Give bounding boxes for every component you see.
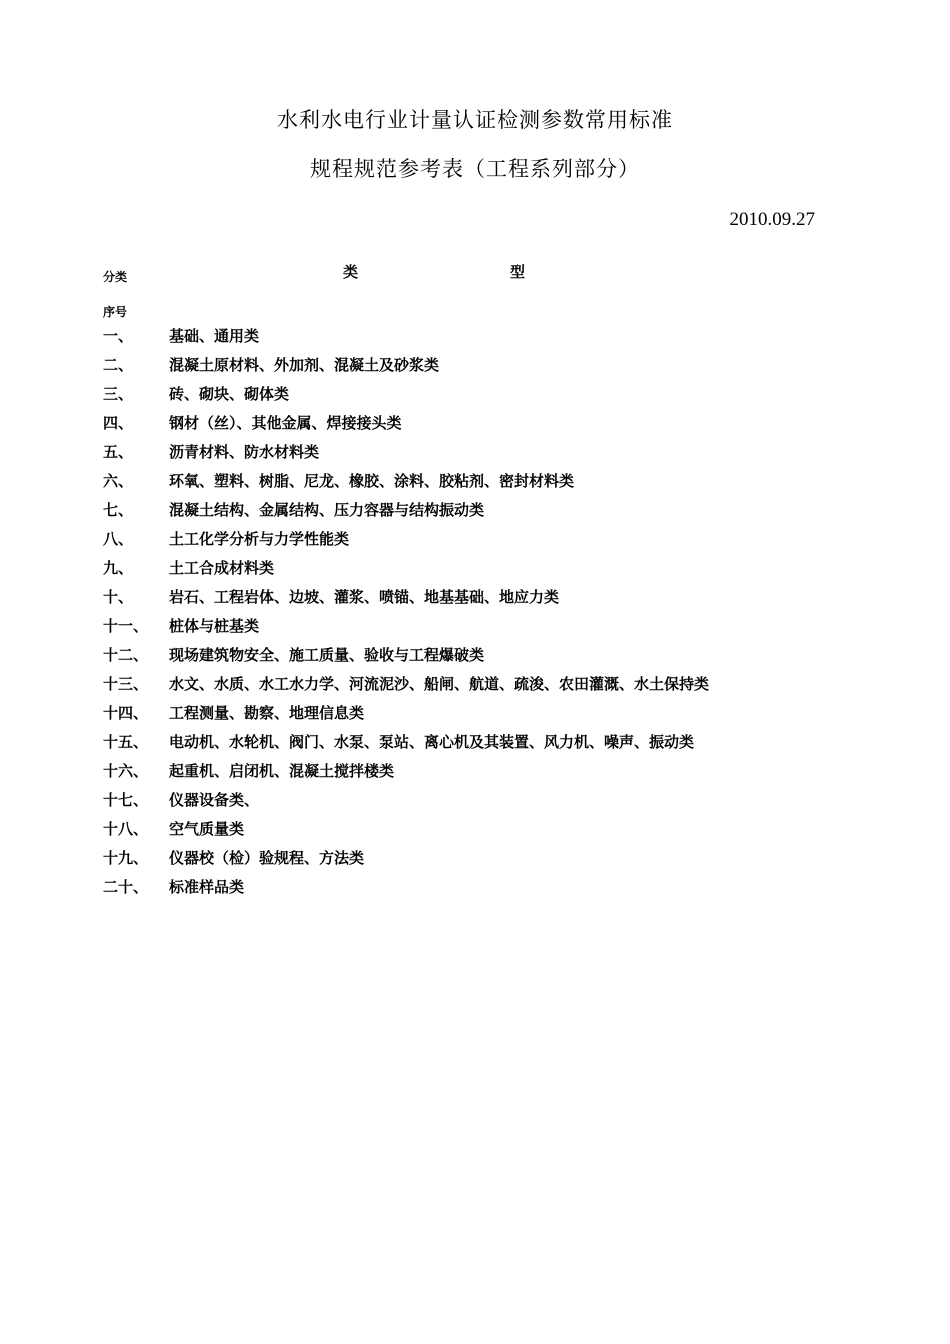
document-title-line-1: 水利水电行业计量认证检测参数常用标准 [277, 108, 673, 132]
list-item-text: 起重机、启闭机、混凝土搅拌楼类 [169, 762, 395, 780]
list-item [103, 873, 883, 902]
document-title-line-2: 规程规范参考表（工程系列部分） [310, 157, 640, 181]
list-item [103, 728, 883, 757]
list-item-text: 仪器校（检）验规程、方法类 [169, 849, 365, 867]
list-item [103, 844, 883, 873]
list-item [103, 815, 883, 844]
list-item-number: 十五、 [103, 733, 149, 751]
list-item-text: 土工化学分析与力学性能类 [169, 530, 350, 548]
list-item [103, 496, 883, 525]
category-list [103, 322, 883, 902]
list-item-text: 桩体与桩基类 [169, 617, 260, 635]
list-item-text: 环氧、塑料、树脂、尼龙、橡胶、涂料、胶粘剂、密封材料类 [169, 472, 575, 490]
list-item-number: 五、 [103, 443, 134, 461]
list-item [103, 786, 883, 815]
list-item-text: 仪器设备类、 [169, 791, 260, 809]
list-item [103, 699, 883, 728]
type-header-char-2: 型 [510, 263, 526, 281]
list-item-number: 十、 [103, 588, 134, 606]
list-item [103, 438, 883, 467]
list-item [103, 380, 883, 409]
list-item [103, 583, 883, 612]
list-item-text: 钢材（丝）、其他金属、焊接接头类 [169, 414, 402, 432]
list-item-number: 七、 [103, 501, 134, 519]
list-item-number: 十七、 [103, 791, 149, 809]
list-item [103, 351, 883, 380]
list-item-text: 水文、水质、水工水力学、河流泥沙、船闸、航道、疏浚、农田灌溉、水土保持类 [169, 675, 710, 693]
list-item [103, 467, 883, 496]
type-header-char-1: 类 [343, 263, 359, 281]
list-item-number: 十一、 [103, 617, 149, 635]
list-item-number: 六、 [103, 472, 134, 490]
list-item-text: 空气质量类 [169, 820, 245, 838]
list-item [103, 554, 883, 583]
list-item-number: 十三、 [103, 675, 149, 693]
list-item-text: 岩石、工程岩体、边坡、灌浆、喷锚、地基基础、地应力类 [169, 588, 560, 606]
list-item [103, 612, 883, 641]
list-item-number: 一、 [103, 327, 134, 345]
list-item-number: 十九、 [103, 849, 149, 867]
list-item-number: 三、 [103, 385, 134, 403]
list-item-text: 沥青材料、防水材料类 [169, 443, 320, 461]
list-item-number: 八、 [103, 530, 134, 548]
category-header-label: 分类 [103, 270, 128, 284]
list-item [103, 525, 883, 554]
index-header-label: 序号 [103, 305, 128, 319]
list-item [103, 670, 883, 699]
list-item-number: 十八、 [103, 820, 149, 838]
list-item-text: 混凝土结构、金属结构、压力容器与结构振动类 [169, 501, 485, 519]
document-date: 2010.09.27 [729, 209, 815, 230]
list-item-text: 混凝土原材料、外加剂、混凝土及砂浆类 [169, 356, 440, 374]
list-item-number: 四、 [103, 414, 134, 432]
list-item-number: 十二、 [103, 646, 149, 664]
list-item-number: 二十、 [103, 878, 149, 896]
list-item-number: 二、 [103, 356, 134, 374]
list-item [103, 641, 883, 670]
list-item-number: 十四、 [103, 704, 149, 722]
list-item-text: 基础、通用类 [169, 327, 260, 345]
list-item-text: 工程测量、勘察、地理信息类 [169, 704, 365, 722]
list-item-number: 九、 [103, 559, 134, 577]
list-item [103, 757, 883, 786]
list-item-text: 电动机、水轮机、阀门、水泵、泵站、离心机及其装置、风力机、噪声、振动类 [169, 733, 695, 751]
list-item-text: 标准样品类 [169, 878, 245, 896]
list-item-text: 砖、砌块、砌体类 [169, 385, 290, 403]
list-item [103, 409, 883, 438]
list-item-number: 十六、 [103, 762, 149, 780]
list-item-text: 土工合成材料类 [169, 559, 275, 577]
list-item-text: 现场建筑物安全、施工质量、验收与工程爆破类 [169, 646, 485, 664]
list-item [103, 322, 883, 351]
